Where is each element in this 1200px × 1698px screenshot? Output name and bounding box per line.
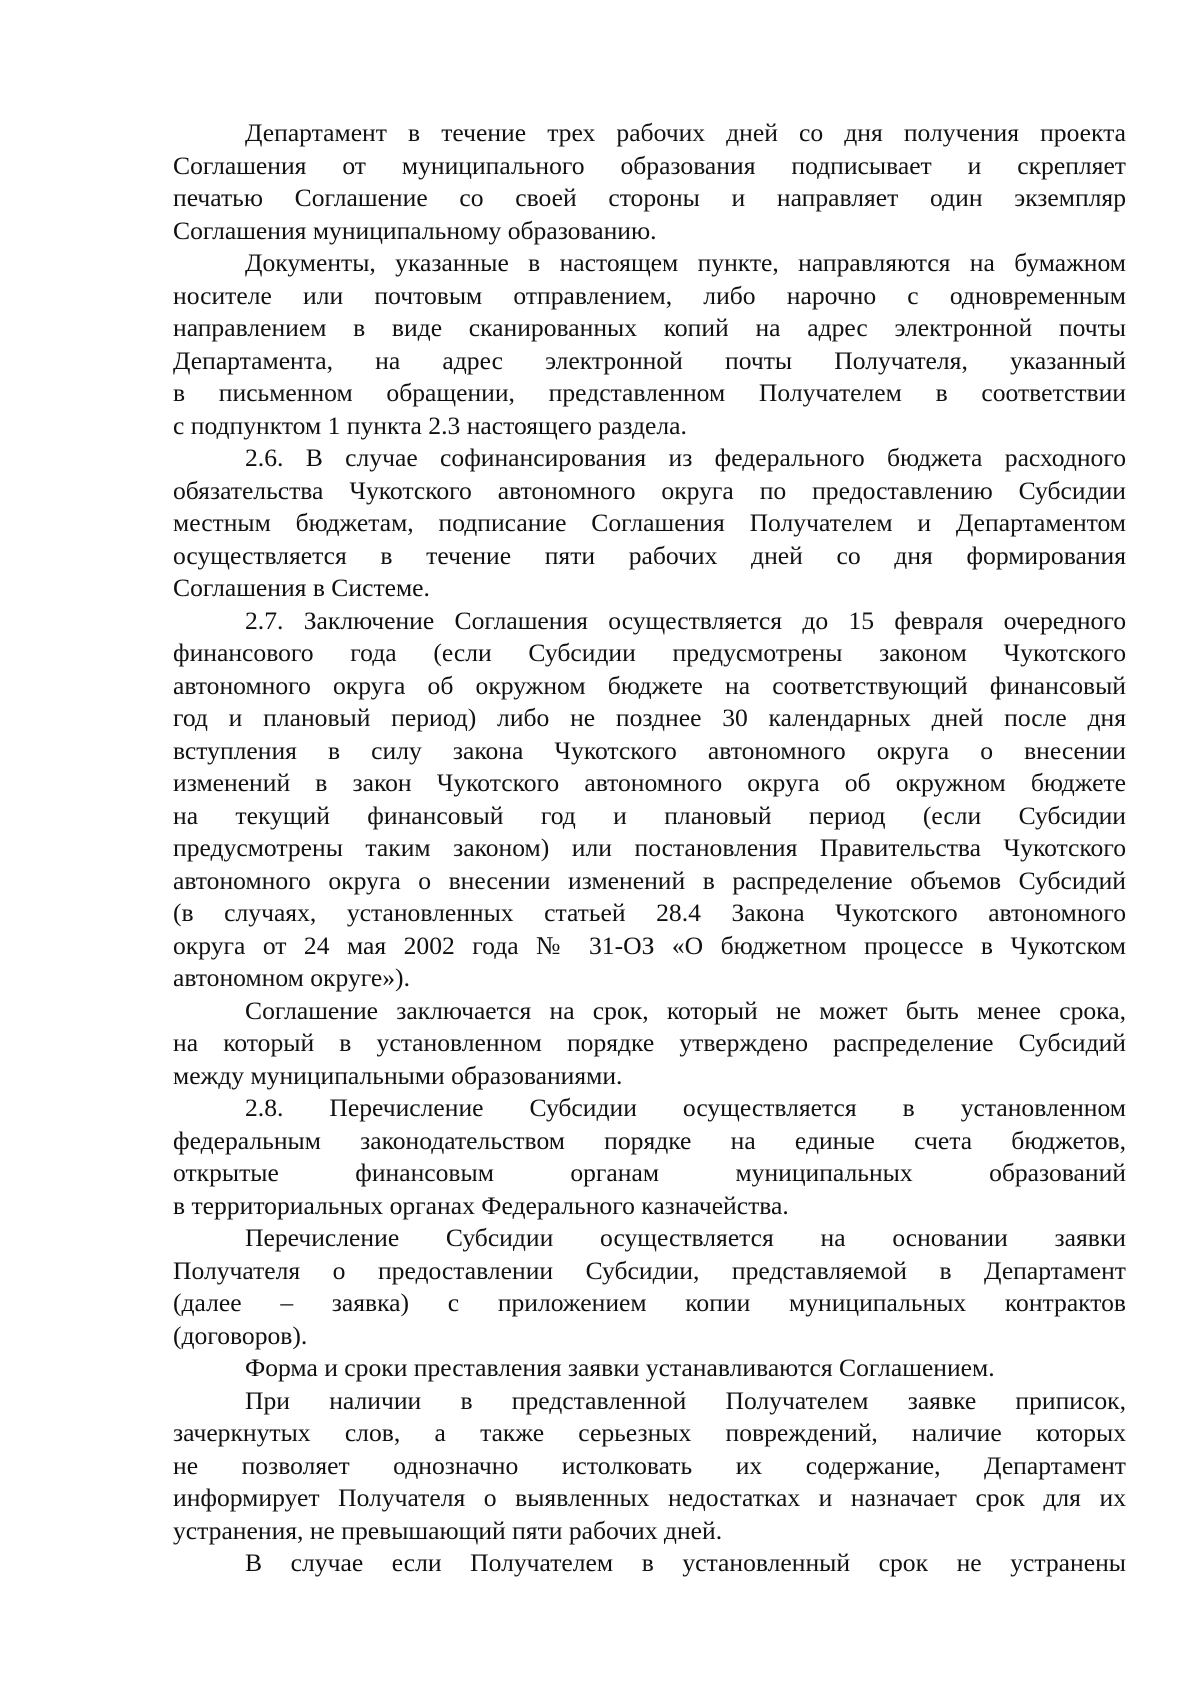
text-line: Департамент в течение трех рабочих дней со дня получения проекта [245, 118, 1126, 147]
text-line: Соглашения муниципальному образованию. [173, 215, 657, 245]
text-line: Получателя о предоставлении Субсидии, представляемой в Департамент [173, 1255, 1126, 1285]
text-line: не позволяет однозначно истолковать их содержание, Департамент [173, 1450, 1126, 1480]
text-line: местным бюджетам, подписание Соглашения Получателем и Департаментом [173, 508, 1126, 537]
text-line: печатью Соглашение со своей стороны и направляет один экземпляр [173, 183, 1126, 212]
text-line: Соглашение заключается на срок, который не может быть менее срока, [245, 995, 1126, 1025]
text-line: Перечисление Субсидии осуществляется на основании заявки [245, 1223, 1126, 1252]
text-line: (договоров). [173, 1320, 308, 1350]
text-line: направлением в виде сканированных копий на адрес электронной почты [173, 313, 1126, 342]
text-line: Соглашения от муниципального образования подписывает и скрепляет [173, 150, 1126, 180]
text-line: информирует Получателя о выявленных недостатках и назначает срок для их [173, 1483, 1126, 1512]
text-line: зачеркнутых слов, а также серьезных повреждений, наличие которых [173, 1418, 1126, 1447]
text-line: осуществляется в течение пяти рабочих дней со дня формирования [173, 540, 1126, 570]
text-line: Соглашения в Системе. [173, 573, 430, 602]
text-line: обязательства Чукотского автономного округа по предоставлению Субсидии [173, 475, 1126, 505]
text-line: носителе или почтовым отправлением, либо нарочно с одновременным [173, 280, 1126, 310]
text-line: Департамента, на адрес электронной почты Получателя, указанный [173, 345, 1126, 375]
text-line: в территориальных органах Федерального казначейства. [173, 1190, 789, 1220]
text-line: предусмотрены таким законом) или постановления Правительства Чукотского [173, 833, 1126, 862]
text-line: округа от 24 мая 2002 года № 31-ОЗ «О бюджетном процессе в Чукотском [173, 930, 1126, 960]
text-line: открытые финансовым органам муниципальных образований [173, 1158, 1126, 1187]
text-line: изменений в закон Чукотского автономного округа об окружном бюджете [173, 768, 1126, 797]
text-line: финансового года (если Субсидии предусмотрены законом Чукотского [173, 638, 1126, 667]
text-line: в письменном обращении, представленном Получателем в соответствии [173, 378, 1126, 407]
text-line: 2.6. В случае софинансирования из федерального бюджета расходного [245, 443, 1126, 472]
text-line: (далее – заявка) с приложением копии муниципальных контрактов [173, 1288, 1126, 1317]
text-line: 2.7. Заключение Соглашения осуществляется до 15 февраля очередного [245, 605, 1126, 635]
document-page [173, 117, 1126, 1580]
text-line: год и плановый период) либо не позднее 30 календарных дней после дня [173, 703, 1126, 732]
text-line: между муниципальными образованиями. [173, 1060, 623, 1090]
text-line: Документы, указанные в настоящем пункте, направляются на бумажном [245, 248, 1126, 277]
text-line: автономного округа о внесении изменений в распределение объемов Субсидий [173, 865, 1126, 895]
text-line: на текущий финансовый год и плановый период (если Субсидии [173, 800, 1126, 830]
text-line: федеральным законодательством порядке на единые счета бюджетов, [173, 1125, 1126, 1155]
text-line: автономного округа об окружном бюджете на соответствующий финансовый [173, 670, 1126, 700]
text-line: Форма и сроки преставления заявки устанавливаются Соглашением. [245, 1353, 995, 1382]
text-line: При наличии в представленной Получателем заявке приписок, [245, 1385, 1126, 1415]
text-line: (в случаях, установленных статьей 28.4 Закона Чукотского автономного [173, 898, 1126, 927]
text-line: устранения, не превышающий пяти рабочих дней. [173, 1515, 723, 1545]
text-line: на который в установленном порядке утверждено распределение Субсидий [173, 1028, 1126, 1057]
text-line: вступления в силу закона Чукотского автономного округа о внесении [173, 735, 1126, 765]
text-line: 2.8. Перечисление Субсидии осуществляется в установленном [245, 1093, 1126, 1122]
text-line: В случае если Получателем в установленный срок не устранены [245, 1548, 1126, 1577]
text-line: с подпунктом 1 пункта 2.3 настоящего раздела. [173, 410, 687, 440]
text-line: автономном округе»). [173, 963, 410, 992]
